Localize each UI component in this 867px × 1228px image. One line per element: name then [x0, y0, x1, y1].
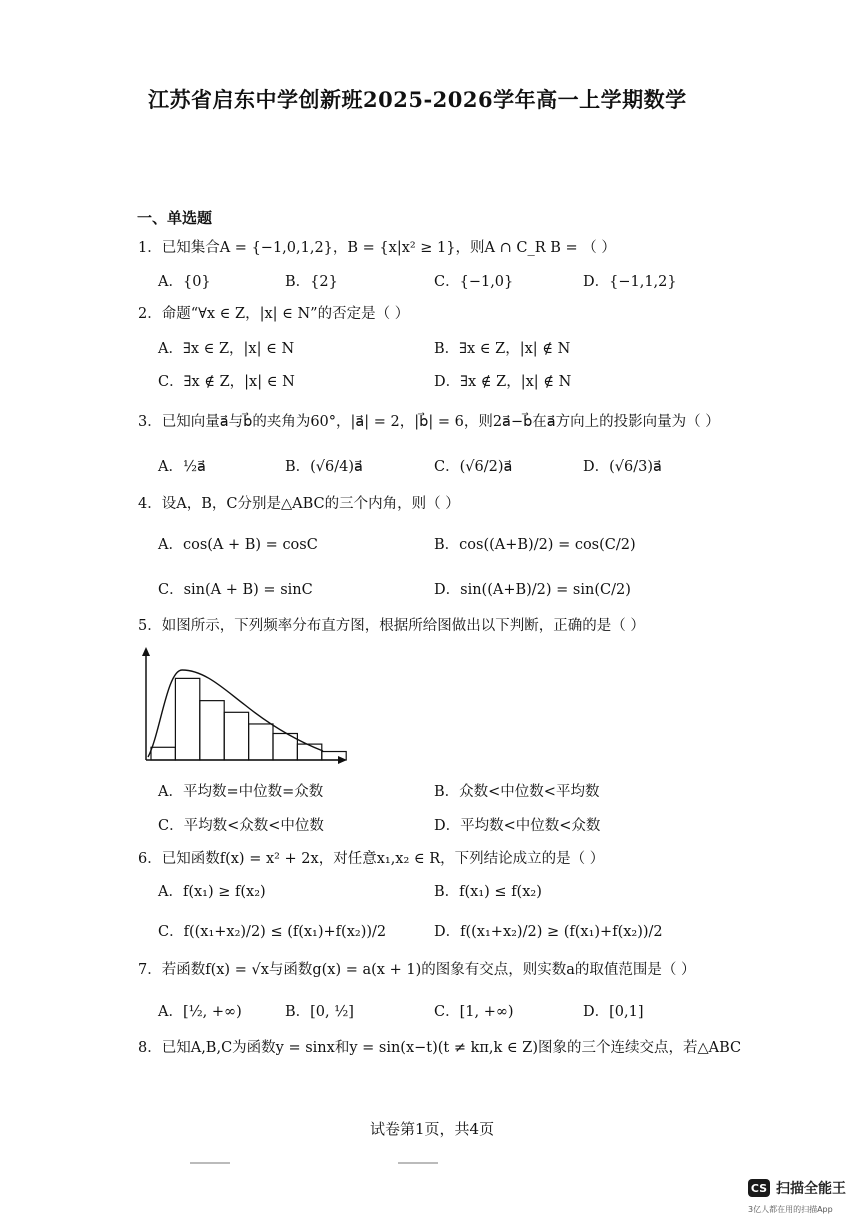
question-7-option-c: C．[1, +∞) — [434, 1004, 514, 1020]
histogram-bar — [175, 678, 199, 760]
histogram-bar — [249, 724, 273, 760]
question-6-stem: 6．已知函数f(x) = x² + 2x，对任意x₁,x₂ ∈ R，下列结论成立的是（ ） — [138, 851, 605, 867]
scan-smudge — [190, 1162, 230, 1164]
question-5-stem: 5．如图所示，下列频率分布直方图，根据所给图做出以下判断，正确的是（ ） — [138, 618, 645, 634]
question-6-option-c: C．f((x₁+x₂)/2) ≤ (f(x₁)+f(x₂))/2 — [158, 924, 387, 940]
section-heading: 一、单选题 — [137, 209, 213, 227]
histogram-bar — [297, 744, 321, 760]
question-5-option-c: C．平均数<众数<中位数 — [158, 818, 324, 834]
question-3-stem: 3．已知向量a⃗与b⃗的夹角为60°，|a⃗| = 2，|b⃗| = 6，则2a⃗−b⃗在a⃗方向上的投影向量为（ ） — [138, 414, 720, 430]
page-title: 江苏省启东中学创新班2025-2026学年高一上学期数学 — [148, 87, 687, 112]
question-4-option-c: C．sin(A + B) = sinC — [158, 582, 313, 598]
scanner-tagline: 3亿人都在用的扫描App — [748, 1205, 833, 1214]
question-6-option-b: B．f(x₁) ≤ f(x₂) — [434, 884, 542, 900]
question-7-option-a: A．[½, +∞) — [158, 1004, 242, 1020]
question-4-option-a: A．cos(A + B) = cosC — [158, 537, 318, 553]
question-2-stem: 2．命题“∀x ∈ Z，|x| ∈ N”的否定是（ ） — [138, 306, 410, 322]
question-5-option-b: B．众数<中位数<平均数 — [434, 784, 600, 800]
question-1-option-b: B．{2} — [285, 274, 338, 290]
question-1-stem: 1．已知集合A = {−1,0,1,2}，B = {x|x² ≥ 1}，则A ∩ C_R B = （ ） — [138, 240, 616, 256]
question-2-option-b: B．∃x ∈ Z，|x| ∉ N — [434, 341, 571, 357]
question-2-option-a: A．∃x ∈ Z，|x| ∈ N — [158, 341, 295, 357]
question-5-option-d: D．平均数<中位数<众数 — [434, 818, 601, 834]
question-4-stem: 4．设A，B，C分别是△ABC的三个内角，则（ ） — [138, 496, 460, 512]
frequency-histogram — [135, 645, 350, 770]
scanner-app-name: 扫描全能王 — [776, 1181, 846, 1197]
question-3-option-c: C．(√6/2)a⃗ — [434, 459, 513, 475]
page-footer: 试卷第1页，共4页 — [370, 1120, 495, 1138]
question-3-option-b: B．(√6/4)a⃗ — [285, 459, 363, 475]
question-7-stem: 7．若函数f(x) = √x与函数g(x) = a(x + 1)的图象有交点，则实数a的取值范围是（ ） — [138, 962, 696, 978]
question-4-option-b: B．cos((A+B)/2) = cos(C/2) — [434, 537, 636, 553]
question-2-option-c: C．∃x ∉ Z，|x| ∈ N — [158, 374, 295, 390]
question-3-option-d: D．(√6/3)a⃗ — [583, 459, 662, 475]
question-1-option-c: C．{−1,0} — [434, 274, 514, 290]
histogram-bar — [224, 712, 248, 760]
scan-smudge — [398, 1162, 438, 1164]
question-1-option-d: D．{−1,1,2} — [583, 274, 677, 290]
density-curve — [148, 670, 323, 757]
question-7-option-b: B．[0, ½] — [285, 1004, 354, 1020]
question-2-option-d: D．∃x ∉ Z，|x| ∉ N — [434, 374, 572, 390]
question-8-stem: 8．已知A,B,C为函数y = sinx和y = sin(x−t)(t ≠ kπ,k ∈ Z)图象的三个连续交点，若△ABC — [138, 1040, 742, 1056]
question-4-option-d: D．sin((A+B)/2) = sin(C/2) — [434, 582, 631, 598]
question-5-option-a: A．平均数=中位数=众数 — [158, 784, 324, 800]
scanner-logo-icon: CS — [748, 1179, 770, 1197]
question-6-option-d: D．f((x₁+x₂)/2) ≥ (f(x₁)+f(x₂))/2 — [434, 924, 663, 940]
question-7-option-d: D．[0,1] — [583, 1004, 644, 1020]
question-3-option-a: A．½a⃗ — [158, 459, 206, 475]
histogram-bar — [151, 747, 175, 760]
histogram-bar — [200, 701, 224, 760]
histogram-y-arrow — [142, 647, 150, 656]
question-1-option-a: A．{0} — [158, 274, 211, 290]
scanner-watermark — [748, 1178, 846, 1198]
question-6-option-a: A．f(x₁) ≥ f(x₂) — [158, 884, 266, 900]
